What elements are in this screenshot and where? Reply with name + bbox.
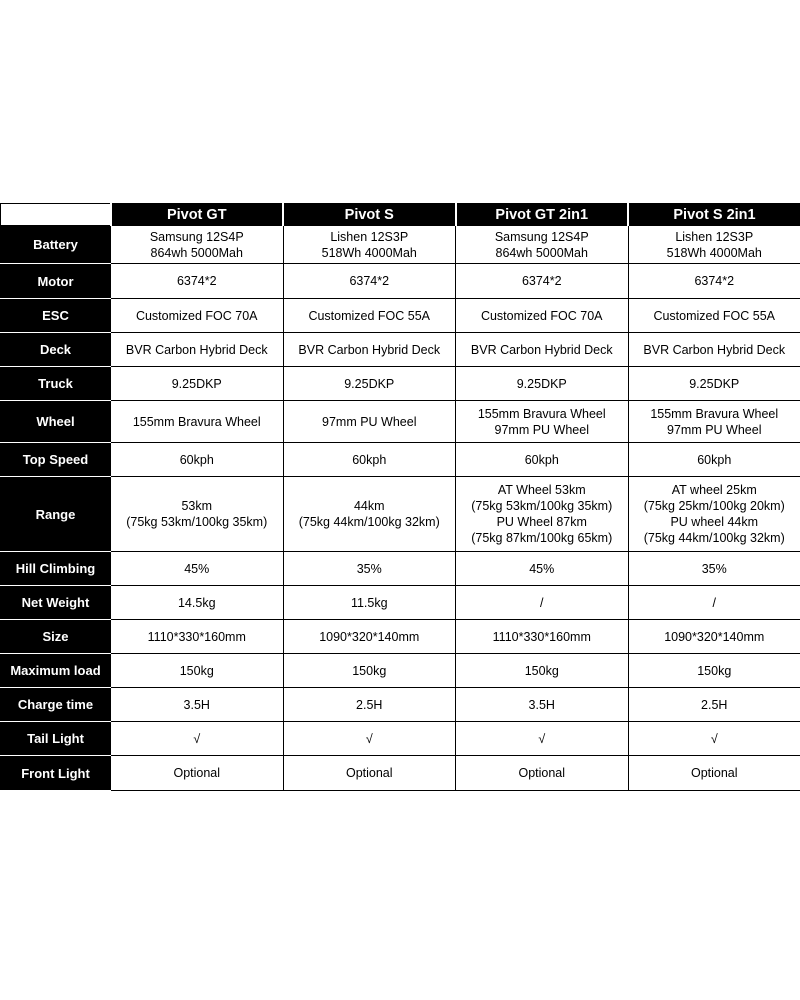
table-cell: 44km (75kg 44km/100kg 32km) xyxy=(283,477,456,552)
table-cell: 45% xyxy=(111,552,284,586)
table-cell: Optional xyxy=(628,756,800,791)
table-cell: 150kg xyxy=(111,654,284,688)
table-cell: 2.5H xyxy=(283,688,456,722)
table-cell: 11.5kg xyxy=(283,586,456,620)
row-deck xyxy=(1,333,800,367)
table-cell: 9.25DKP xyxy=(283,367,456,401)
table-cell: BVR Carbon Hybrid Deck xyxy=(111,333,284,367)
table-cell: Customized FOC 55A xyxy=(283,299,456,333)
table-cell: 6374*2 xyxy=(456,264,629,299)
column-header-pivot-gt: Pivot GT xyxy=(111,204,284,226)
table-cell: 14.5kg xyxy=(111,586,284,620)
table-cell: 155mm Bravura Wheel xyxy=(111,401,284,443)
row-label: Front Light xyxy=(1,756,111,791)
row-label: Truck xyxy=(1,367,111,401)
table-cell: BVR Carbon Hybrid Deck xyxy=(628,333,800,367)
row-label: Hill Climbing xyxy=(1,552,111,586)
table-cell: Lishen 12S3P 518Wh 4000Mah xyxy=(283,226,456,264)
header-row xyxy=(1,204,800,226)
row-label: ESC xyxy=(1,299,111,333)
table-cell: 150kg xyxy=(283,654,456,688)
row-size xyxy=(1,620,800,654)
table-cell: 3.5H xyxy=(111,688,284,722)
row-maximum-load xyxy=(1,654,800,688)
spec-comparison-table xyxy=(0,203,800,791)
row-top-speed xyxy=(1,443,800,477)
table-cell: Optional xyxy=(111,756,284,791)
table-cell: √ xyxy=(111,722,284,756)
row-tail-light xyxy=(1,722,800,756)
table-cell: √ xyxy=(628,722,800,756)
table-cell: 9.25DKP xyxy=(628,367,800,401)
table-cell: 2.5H xyxy=(628,688,800,722)
row-label: Battery xyxy=(1,226,111,264)
table-cell: 60kph xyxy=(283,443,456,477)
table-cell: 155mm Bravura Wheel 97mm PU Wheel xyxy=(456,401,629,443)
table-cell: 6374*2 xyxy=(111,264,284,299)
table-cell: 1110*330*160mm xyxy=(111,620,284,654)
table-cell: √ xyxy=(283,722,456,756)
row-hill-climbing xyxy=(1,552,800,586)
table-cell: 60kph xyxy=(111,443,284,477)
row-label: Net Weight xyxy=(1,586,111,620)
table-cell: 35% xyxy=(283,552,456,586)
table-cell: 9.25DKP xyxy=(456,367,629,401)
table-cell: Lishen 12S3P 518Wh 4000Mah xyxy=(628,226,800,264)
table-cell: 155mm Bravura Wheel 97mm PU Wheel xyxy=(628,401,800,443)
table-cell: BVR Carbon Hybrid Deck xyxy=(283,333,456,367)
column-header-pivot-gt-2in1: Pivot GT 2in1 xyxy=(456,204,629,226)
table-cell: Optional xyxy=(456,756,629,791)
table-cell: 9.25DKP xyxy=(111,367,284,401)
table-cell: BVR Carbon Hybrid Deck xyxy=(456,333,629,367)
row-battery xyxy=(1,226,800,264)
column-header-pivot-s-2in1: Pivot S 2in1 xyxy=(628,204,800,226)
table-cell: 45% xyxy=(456,552,629,586)
table-cell: 60kph xyxy=(628,443,800,477)
row-label: Tail Light xyxy=(1,722,111,756)
row-label: Range xyxy=(1,477,111,552)
table-cell: AT wheel 25km (75kg 25km/100kg 20km) PU wheel 44km (75kg 44km/100kg 32km) xyxy=(628,477,800,552)
row-truck xyxy=(1,367,800,401)
table-cell: Customized FOC 55A xyxy=(628,299,800,333)
table-cell: 6374*2 xyxy=(628,264,800,299)
table-cell: √ xyxy=(456,722,629,756)
row-label: Maximum load xyxy=(1,654,111,688)
table-cell: 35% xyxy=(628,552,800,586)
table-cell: 1090*320*140mm xyxy=(628,620,800,654)
row-label: Motor xyxy=(1,264,111,299)
row-range xyxy=(1,477,800,552)
table-cell: 150kg xyxy=(456,654,629,688)
table-cell: 53km (75kg 53km/100kg 35km) xyxy=(111,477,284,552)
row-label: Charge time xyxy=(1,688,111,722)
table-cell: Samsung 12S4P 864wh 5000Mah xyxy=(456,226,629,264)
row-label: Deck xyxy=(1,333,111,367)
table-cell: 1090*320*140mm xyxy=(283,620,456,654)
table-cell: Customized FOC 70A xyxy=(111,299,284,333)
row-label: Top Speed xyxy=(1,443,111,477)
table-cell: 1110*330*160mm xyxy=(456,620,629,654)
table-cell: 97mm PU Wheel xyxy=(283,401,456,443)
row-motor xyxy=(1,264,800,299)
row-esc xyxy=(1,299,800,333)
table-cell: 3.5H xyxy=(456,688,629,722)
table-cell: 6374*2 xyxy=(283,264,456,299)
row-label: Wheel xyxy=(1,401,111,443)
table-cell: AT Wheel 53km (75kg 53km/100kg 35km) PU Wheel 87km (75kg 87km/100kg 65km) xyxy=(456,477,629,552)
row-front-light xyxy=(1,756,800,791)
column-header-pivot-s: Pivot S xyxy=(283,204,456,226)
table-cell: Customized FOC 70A xyxy=(456,299,629,333)
row-charge-time xyxy=(1,688,800,722)
table-cell: Optional xyxy=(283,756,456,791)
row-label: Size xyxy=(1,620,111,654)
row-wheel xyxy=(1,401,800,443)
table-cell: Samsung 12S4P 864wh 5000Mah xyxy=(111,226,284,264)
table-cell: 150kg xyxy=(628,654,800,688)
table-cell: 60kph xyxy=(456,443,629,477)
table-cell: / xyxy=(456,586,629,620)
corner-cell xyxy=(1,204,111,226)
table-cell: / xyxy=(628,586,800,620)
row-net-weight xyxy=(1,586,800,620)
